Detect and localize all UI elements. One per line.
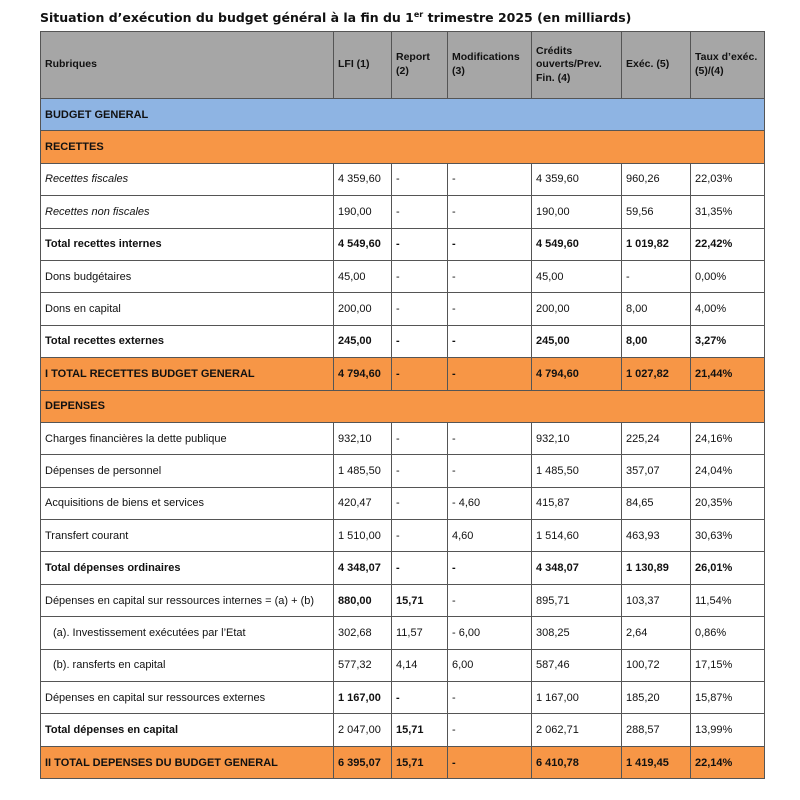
row-value: - bbox=[392, 196, 448, 228]
header-taux: Taux d’exéc. (5)/(4) bbox=[691, 32, 765, 99]
row-value: 4 549,60 bbox=[334, 228, 392, 260]
row-value: 1 485,50 bbox=[334, 455, 392, 487]
row-label: II TOTAL DEPENSES DU BUDGET GENERAL bbox=[41, 746, 334, 778]
row-label: Recettes non fiscales bbox=[41, 196, 334, 228]
row-label: Dépenses en capital sur ressources internes = (a) + (b) bbox=[41, 584, 334, 616]
row-value: 0,00% bbox=[691, 260, 765, 292]
row-value: 1 019,82 bbox=[622, 228, 691, 260]
row-value: 4 348,07 bbox=[532, 552, 622, 584]
row-value: 45,00 bbox=[532, 260, 622, 292]
row-value: 200,00 bbox=[532, 293, 622, 325]
row-value: 8,00 bbox=[622, 293, 691, 325]
row-label: Dons en capital bbox=[41, 293, 334, 325]
row-value: 420,47 bbox=[334, 487, 392, 519]
row-value: 1 485,50 bbox=[532, 455, 622, 487]
header-modifications: Modifications (3) bbox=[448, 32, 532, 99]
row-value: - bbox=[448, 455, 532, 487]
row-label: I TOTAL RECETTES BUDGET GENERAL bbox=[41, 358, 334, 390]
header-report: Report (2) bbox=[392, 32, 448, 99]
row-value: 59,56 bbox=[622, 196, 691, 228]
table-row bbox=[41, 584, 765, 616]
row-value: - bbox=[392, 325, 448, 357]
row-label: Total dépenses en capital bbox=[41, 714, 334, 746]
row-value: 4 348,07 bbox=[334, 552, 392, 584]
row-value: 245,00 bbox=[334, 325, 392, 357]
row-label: Total recettes externes bbox=[41, 325, 334, 357]
row-value: 415,87 bbox=[532, 487, 622, 519]
row-value: 84,65 bbox=[622, 487, 691, 519]
section-label: DEPENSES bbox=[41, 390, 765, 422]
row-value: - bbox=[392, 487, 448, 519]
row-value: 932,10 bbox=[334, 422, 392, 454]
row-label: Dépenses en capital sur ressources externes bbox=[41, 682, 334, 714]
row-value: 190,00 bbox=[532, 196, 622, 228]
row-value: 22,03% bbox=[691, 163, 765, 195]
row-value: 4 794,60 bbox=[334, 358, 392, 390]
table-row bbox=[41, 131, 765, 163]
row-value: 4,60 bbox=[448, 520, 532, 552]
row-value: 4 549,60 bbox=[532, 228, 622, 260]
row-value: 2 062,71 bbox=[532, 714, 622, 746]
section-label: BUDGET GENERAL bbox=[41, 99, 765, 131]
row-value: - bbox=[392, 520, 448, 552]
row-value: - bbox=[622, 260, 691, 292]
row-value: 100,72 bbox=[622, 649, 691, 681]
table-row bbox=[41, 682, 765, 714]
row-value: - bbox=[392, 260, 448, 292]
row-value: - bbox=[392, 682, 448, 714]
row-value: - bbox=[392, 293, 448, 325]
row-value: 4 794,60 bbox=[532, 358, 622, 390]
row-label: (a). Investissement exécutées par l’Etat bbox=[41, 617, 334, 649]
row-value: 22,14% bbox=[691, 746, 765, 778]
table-row bbox=[41, 358, 765, 390]
row-value: - bbox=[448, 293, 532, 325]
row-value: - bbox=[448, 682, 532, 714]
row-value: 190,00 bbox=[334, 196, 392, 228]
row-value: 24,04% bbox=[691, 455, 765, 487]
table-row bbox=[41, 390, 765, 422]
row-value: 1 514,60 bbox=[532, 520, 622, 552]
row-value: 15,71 bbox=[392, 746, 448, 778]
row-value: 103,37 bbox=[622, 584, 691, 616]
row-value: 895,71 bbox=[532, 584, 622, 616]
row-value: 960,26 bbox=[622, 163, 691, 195]
row-value: - bbox=[448, 584, 532, 616]
table-row bbox=[41, 163, 765, 195]
table-row bbox=[41, 293, 765, 325]
table-row bbox=[41, 325, 765, 357]
row-value: 1 130,89 bbox=[622, 552, 691, 584]
row-label: Total dépenses ordinaires bbox=[41, 552, 334, 584]
row-label: Dons budgétaires bbox=[41, 260, 334, 292]
row-value: 880,00 bbox=[334, 584, 392, 616]
table-row bbox=[41, 260, 765, 292]
row-value: 932,10 bbox=[532, 422, 622, 454]
table-row bbox=[41, 714, 765, 746]
row-value: 15,71 bbox=[392, 584, 448, 616]
row-value: 21,44% bbox=[691, 358, 765, 390]
budget-table bbox=[40, 31, 765, 779]
row-value: 1 419,45 bbox=[622, 746, 691, 778]
row-value: 185,20 bbox=[622, 682, 691, 714]
row-label: Dépenses de personnel bbox=[41, 455, 334, 487]
row-value: 357,07 bbox=[622, 455, 691, 487]
row-value: 1 167,00 bbox=[532, 682, 622, 714]
row-value: - bbox=[392, 422, 448, 454]
table-row bbox=[41, 196, 765, 228]
table-row bbox=[41, 520, 765, 552]
row-value: 1 510,00 bbox=[334, 520, 392, 552]
row-value: - bbox=[392, 228, 448, 260]
row-value: 22,42% bbox=[691, 228, 765, 260]
row-value: 8,00 bbox=[622, 325, 691, 357]
row-value: 2,64 bbox=[622, 617, 691, 649]
row-value: 15,71 bbox=[392, 714, 448, 746]
row-value: 1 167,00 bbox=[334, 682, 392, 714]
row-value: 6 395,07 bbox=[334, 746, 392, 778]
row-value: - bbox=[448, 358, 532, 390]
row-value: 245,00 bbox=[532, 325, 622, 357]
document-title: Situation d’exécution du budget général à la fin du 1er trimestre 2025 (en milliards) bbox=[40, 10, 632, 26]
row-value: - 4,60 bbox=[448, 487, 532, 519]
row-value: 1 027,82 bbox=[622, 358, 691, 390]
row-value: - bbox=[392, 455, 448, 487]
row-value: 308,25 bbox=[532, 617, 622, 649]
row-value: 15,87% bbox=[691, 682, 765, 714]
row-value: - bbox=[392, 163, 448, 195]
table-row bbox=[41, 746, 765, 778]
row-value: 24,16% bbox=[691, 422, 765, 454]
row-value: 2 047,00 bbox=[334, 714, 392, 746]
table-row bbox=[41, 455, 765, 487]
row-value: 200,00 bbox=[334, 293, 392, 325]
row-value: 4 359,60 bbox=[532, 163, 622, 195]
row-value: - bbox=[448, 196, 532, 228]
header-exec: Exéc. (5) bbox=[622, 32, 691, 99]
row-value: - bbox=[448, 714, 532, 746]
table-row bbox=[41, 487, 765, 519]
row-value: 45,00 bbox=[334, 260, 392, 292]
row-label: (b). ransferts en capital bbox=[41, 649, 334, 681]
row-value: 3,27% bbox=[691, 325, 765, 357]
row-value: - bbox=[448, 228, 532, 260]
row-value: 20,35% bbox=[691, 487, 765, 519]
row-value: 17,15% bbox=[691, 649, 765, 681]
row-value: 0,86% bbox=[691, 617, 765, 649]
row-value: 288,57 bbox=[622, 714, 691, 746]
header-lfi: LFI (1) bbox=[334, 32, 392, 99]
row-value: - bbox=[448, 552, 532, 584]
row-value: 26,01% bbox=[691, 552, 765, 584]
row-label: Transfert courant bbox=[41, 520, 334, 552]
table-row bbox=[41, 617, 765, 649]
table-row bbox=[41, 649, 765, 681]
table-header-row bbox=[41, 32, 765, 99]
row-label: Total recettes internes bbox=[41, 228, 334, 260]
row-value: 13,99% bbox=[691, 714, 765, 746]
row-value: 31,35% bbox=[691, 196, 765, 228]
row-value: 11,57 bbox=[392, 617, 448, 649]
row-value: - bbox=[448, 260, 532, 292]
row-value: 6 410,78 bbox=[532, 746, 622, 778]
row-value: 587,46 bbox=[532, 649, 622, 681]
row-value: - bbox=[392, 358, 448, 390]
table-row bbox=[41, 552, 765, 584]
header-credits: Crédits ouverts/Prev. Fin. (4) bbox=[532, 32, 622, 99]
row-value: 11,54% bbox=[691, 584, 765, 616]
row-label: Charges financières la dette publique bbox=[41, 422, 334, 454]
row-value: - bbox=[448, 325, 532, 357]
section-label: RECETTES bbox=[41, 131, 765, 163]
row-value: 6,00 bbox=[448, 649, 532, 681]
row-value: - bbox=[448, 163, 532, 195]
header-rubriques: Rubriques bbox=[41, 32, 334, 99]
row-label: Acquisitions de biens et services bbox=[41, 487, 334, 519]
table-row bbox=[41, 228, 765, 260]
row-value: - bbox=[448, 746, 532, 778]
row-value: 4 359,60 bbox=[334, 163, 392, 195]
row-value: - bbox=[392, 552, 448, 584]
row-value: 30,63% bbox=[691, 520, 765, 552]
table-row bbox=[41, 422, 765, 454]
row-value: 577,32 bbox=[334, 649, 392, 681]
row-value: 4,14 bbox=[392, 649, 448, 681]
row-value: - 6,00 bbox=[448, 617, 532, 649]
table-row bbox=[41, 99, 765, 131]
row-label: Recettes fiscales bbox=[41, 163, 334, 195]
row-value: - bbox=[448, 422, 532, 454]
row-value: 225,24 bbox=[622, 422, 691, 454]
row-value: 4,00% bbox=[691, 293, 765, 325]
row-value: 302,68 bbox=[334, 617, 392, 649]
row-value: 463,93 bbox=[622, 520, 691, 552]
